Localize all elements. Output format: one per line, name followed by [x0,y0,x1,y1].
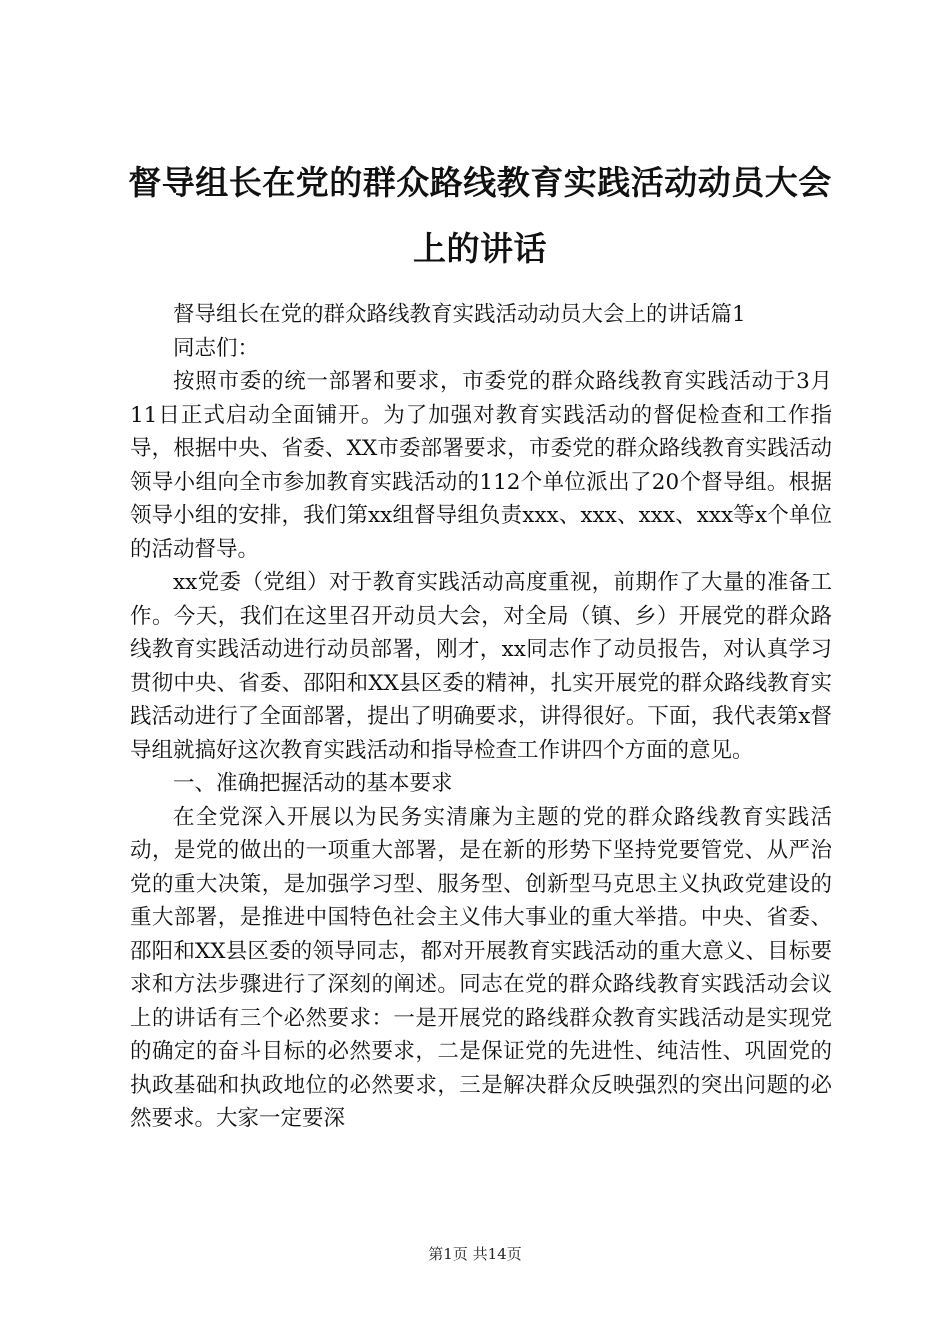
paragraph: 按照市委的统一部署和要求，市委党的群众路线教育实践活动于3月11日正式启动全面铺开。为了加强对教育实践活动的督促检查和工作指导，根据中央、省委、XX市委部署要求，市委党的群众路线教育实践活动领导小组向全市参加教育实践活动的112个单位派出了20个督导组。根据领导小组的安排，我们第xx组督导组负责xxx、xxx、xxx、xxx等x个单位的活动督导。 [130,369,832,562]
paragraph-subtitle: 督导组长在党的群众路线教育实践活动动员大会上的讲话篇1 [173,302,746,327]
page-number-label: 第1页 共14页 [428,1245,522,1263]
document-title: 督导组长在党的群众路线教育实践活动动员大会上的讲话 [128,163,832,268]
page-footer [0,1243,950,1264]
paragraph: 在全党深入开展以为民务实清廉为主题的党的群众路线教育实践活动，是党的做出的一项重大部署，是在新的形势下坚持党要管党、从严治党的重大决策，是加强学习型、服务型、创新型马克思主义执政党建设的重大部署，是推进中国特色社会主义伟大事业的重大举措。中央、省委、邵阳和XX县区委的领导同志，都对开展教育实践活动的重大意义、目标要求和方法步骤进行了深刻的阐述。同志在党的群众路线教育实践活动会议上的讲话有三个必然要求：一是开展党的路线群众教育实践活动是实现党的确定的奋斗目标的必然要求，二是保证党的先进性、纯洁性、巩固党的执政基础和执政地位的必然要求，三是解决群众反映强烈的突出问题的必然要求。大家一定要深 [130,804,832,1131]
paragraph: xx党委（党组）对于教育实践活动高度重视，前期作了大量的准备工作。今天，我们在这里召开动员大会，对全局（镇、乡）开展党的群众路线教育实践活动进行动员部署，刚才，xx同志作了动员报告，对认真学习贯彻中央、省委、邵阳和XX县区委的精神，扎实开展党的群众路线教育实践活动进行了全面部署，提出了明确要求，讲得很好。下面，我代表第x督导组就搞好这次教育实践活动和指导检查工作讲四个方面的意见。 [130,570,832,763]
paragraph-salutation: 同志们： [173,335,260,361]
section-heading: 一、准确把握活动的基本要求 [173,771,453,796]
document-body [130,298,832,1136]
